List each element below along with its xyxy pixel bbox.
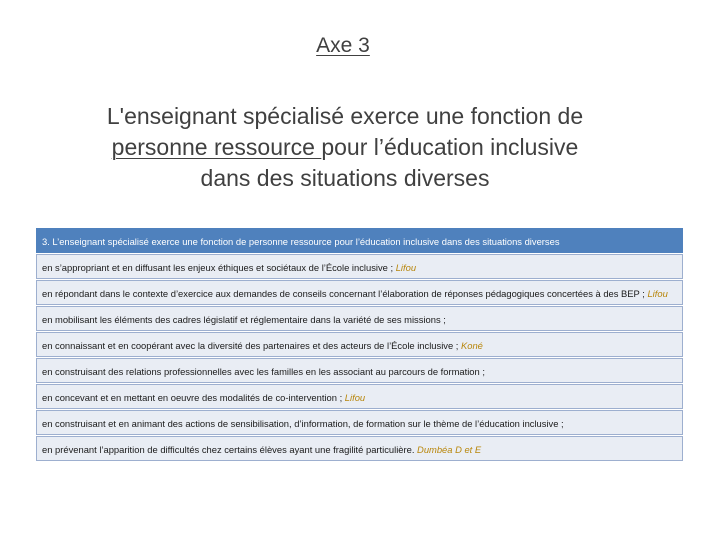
table-cell [36,436,684,462]
axe-title: Axe 3 [316,34,370,57]
heading-line-1: L'enseignant spécialisé exerce une fonction de [106,103,584,129]
table-cell [36,410,684,436]
row-text: en répondant dans le contexte d’exercice aux demandes de conseils concernant l’élaboration de réponses pédagogiques concertées à des BEP ; [42,288,648,299]
row-text: en mobilisant les éléments des cadres législatif et réglementaire dans la variété de ses missions ; [42,314,446,325]
table-cell [36,332,684,358]
table-row [36,254,684,280]
heading-line-2 [40,132,650,163]
table-cell [36,280,684,306]
table-row [36,410,684,436]
table-cell [36,384,684,410]
table-cell [36,306,684,332]
heading-line-3: dans des situations diverses [200,165,490,191]
row-author: Lifou [395,262,417,273]
table-row [36,332,684,358]
table-cell [36,254,684,280]
row-author: Lifou [647,288,668,299]
competency-table [35,227,684,462]
table-header-cell: 3. L’enseignant spécialisé exerce une fonction de personne ressource pour l’éducation inclusive dans des situations diverses [36,228,684,254]
row-author: Koné [461,340,483,351]
table-row [36,358,684,384]
heading-line-2-rest: pour l’éducation inclusive [321,134,579,160]
table-row [36,280,684,306]
row-text: en construisant et en animant des actions de sensibilisation, d’information, de formation sur le thème de l’éducation inclusive ; [42,418,564,429]
row-text: en connaissant et en coopérant avec la diversité des partenaires et des acteurs de l’École inclusive ; [42,340,461,351]
table-cell [36,358,684,384]
row-text: en s’appropriant et en diffusant les enjeux éthiques et sociétaux de l’École inclusive ; [42,262,396,273]
table-header-row [36,228,684,254]
table-row [36,436,684,462]
row-author: Dumbéa D et E [417,444,482,455]
row-author: Lifou [344,392,366,403]
table-row [36,306,684,332]
row-text: en prévenant l’apparition de difficultés chez certains élèves ayant une fragilité particulière. [42,444,418,455]
row-text: en concevant et en mettant en oeuvre des modalités de co-intervention ; [42,392,345,403]
row-text: en construisant des relations professionnelles avec les familles en les associant au parcours de formation ; [42,366,485,377]
heading-underlined-phrase: personne ressource [111,134,322,160]
table-row [36,384,684,410]
slide-heading [40,101,650,194]
